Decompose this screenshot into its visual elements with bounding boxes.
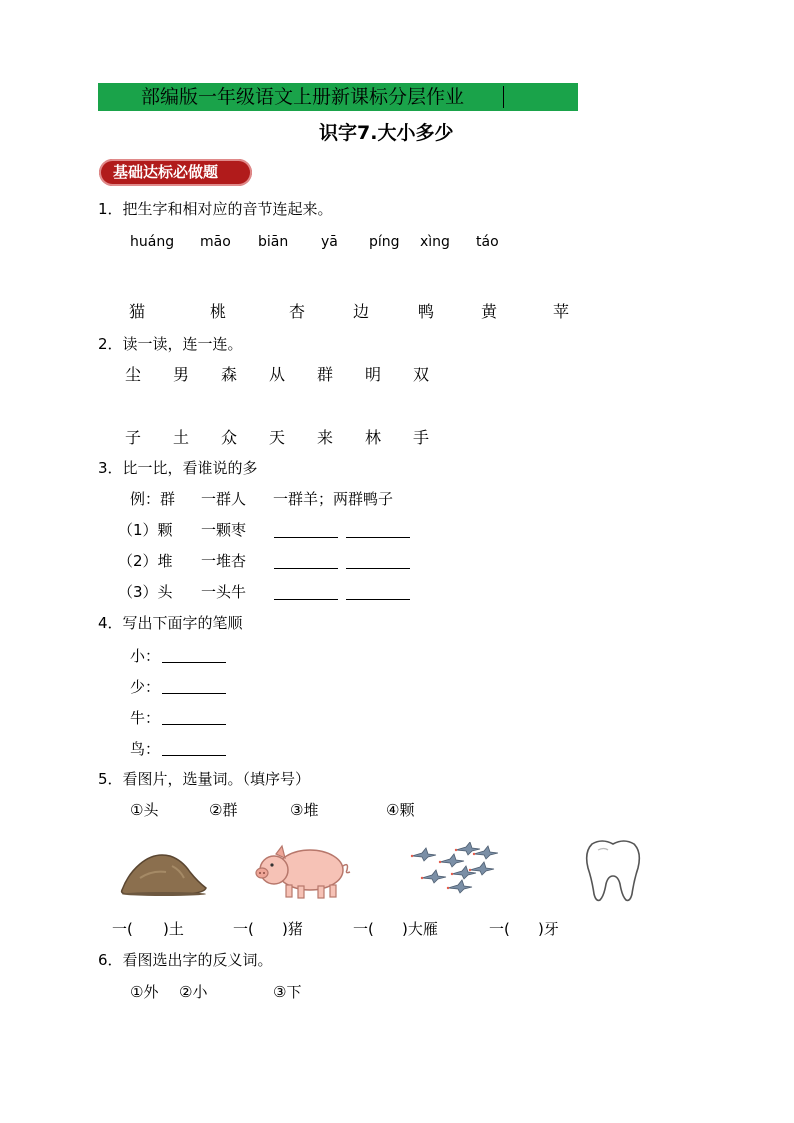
q6-prompt: 6．看图选出字的反义词。	[98, 951, 273, 969]
q5-prompt: 5．看图片，选量词。（填序号）	[98, 770, 311, 788]
q1-pinyin-7[interactable]: táo	[476, 234, 499, 250]
answer-blank[interactable]	[274, 537, 338, 538]
q2-top-2[interactable]: 男	[173, 365, 190, 384]
q1-pinyin-3[interactable]: biān	[258, 234, 289, 250]
q5-answer-post: )牙	[538, 920, 559, 938]
q1-pinyin-4[interactable]: yā	[321, 234, 338, 250]
q1-char-1[interactable]: 猫	[129, 302, 146, 321]
q3-example-word-2: 一群羊；两群鸭子	[273, 490, 394, 508]
q3-row-word: 一堆杏	[201, 552, 247, 570]
answer-blank[interactable]	[162, 693, 226, 694]
q2-top-6[interactable]: 明	[365, 365, 382, 384]
q3-row-label: （1）颗	[118, 521, 173, 539]
q2-bottom-3[interactable]: 众	[221, 428, 238, 447]
q2-top-3[interactable]: 森	[221, 365, 238, 384]
answer-blank[interactable]	[274, 599, 338, 600]
q2-bottom-1[interactable]: 子	[125, 428, 142, 447]
q4-item-label: 牛：	[130, 709, 161, 727]
answer-blank[interactable]	[274, 568, 338, 569]
q4-item-label: 鸟：	[130, 740, 161, 758]
q4-item-label: 少：	[130, 678, 161, 696]
answer-blank[interactable]	[162, 662, 226, 663]
q1-char-4[interactable]: 边	[353, 302, 370, 321]
dirt-pile-image	[118, 848, 210, 896]
q5-answer-post: )猪	[282, 920, 303, 938]
tooth-image	[584, 838, 642, 904]
q5-option-1: ①头	[130, 801, 159, 819]
q3-row-word: 一头牛	[201, 583, 247, 601]
q4-prompt: 4．写出下面字的笔顺	[98, 614, 243, 632]
q5-option-4: ④颗	[386, 801, 415, 819]
q3-example-word-1: 一群人	[201, 490, 247, 508]
q2-prompt: 2．读一读，连一连。	[98, 335, 243, 353]
banner-cursor-divider	[503, 86, 504, 108]
pig-image	[254, 840, 352, 902]
q2-top-4[interactable]: 从	[269, 365, 286, 384]
q2-top-1[interactable]: 尘	[125, 365, 142, 384]
banner-title: 部编版一年级语文上册新课标分层作业	[141, 86, 465, 108]
q3-row-label: （3）头	[118, 583, 173, 601]
q3-row-word: 一颗枣	[201, 521, 247, 539]
q2-bottom-4[interactable]: 天	[269, 428, 286, 447]
q1-pinyin-2[interactable]: māo	[200, 234, 231, 250]
q1-char-3[interactable]: 杏	[289, 302, 306, 321]
q2-bottom-2[interactable]: 土	[173, 428, 190, 447]
q1-pinyin-6[interactable]: xìng	[420, 234, 450, 250]
q5-answer-post: )土	[163, 920, 184, 938]
q6-option-3: ③下	[273, 983, 302, 1001]
page-title: 识字7.大小多少	[319, 122, 454, 144]
q1-prompt: 1．把生字和相对应的音节连起来。	[98, 200, 333, 218]
q5-answer-post: )大雁	[402, 920, 438, 938]
q2-bottom-6[interactable]: 林	[365, 428, 382, 447]
q6-option-2: ②小	[179, 983, 208, 1001]
answer-blank[interactable]	[162, 755, 226, 756]
q2-bottom-7[interactable]: 手	[413, 428, 430, 447]
q1-char-7[interactable]: 苹	[553, 302, 570, 321]
q5-answer-pre: 一(	[112, 920, 133, 938]
q1-pinyin-5[interactable]: píng	[369, 234, 400, 250]
q5-answer-pre: 一(	[353, 920, 374, 938]
section-badge-label: 基础达标必做题	[113, 163, 219, 181]
answer-blank[interactable]	[346, 537, 410, 538]
q1-char-2[interactable]: 桃	[210, 302, 227, 321]
geese-flock-image	[408, 842, 498, 894]
answer-blank[interactable]	[162, 724, 226, 725]
q5-answer-pre: 一(	[233, 920, 254, 938]
answer-blank[interactable]	[346, 568, 410, 569]
q5-answer-pre: 一(	[489, 920, 510, 938]
answer-blank[interactable]	[346, 599, 410, 600]
q1-pinyin-1[interactable]: huáng	[130, 234, 175, 250]
q6-option-1: ①外	[130, 983, 159, 1001]
q1-char-5[interactable]: 鸭	[418, 302, 435, 321]
q3-prompt: 3．比一比，看谁说的多	[98, 459, 258, 477]
q5-option-2: ②群	[209, 801, 238, 819]
q3-row-label: （2）堆	[118, 552, 173, 570]
q2-top-7[interactable]: 双	[413, 365, 430, 384]
q2-bottom-5[interactable]: 来	[317, 428, 334, 447]
q1-char-6[interactable]: 黄	[481, 302, 498, 321]
q3-example-label: 例：群	[130, 490, 176, 508]
q4-item-label: 小：	[130, 647, 161, 665]
q5-option-3: ③堆	[290, 801, 319, 819]
q2-top-5[interactable]: 群	[317, 365, 334, 384]
